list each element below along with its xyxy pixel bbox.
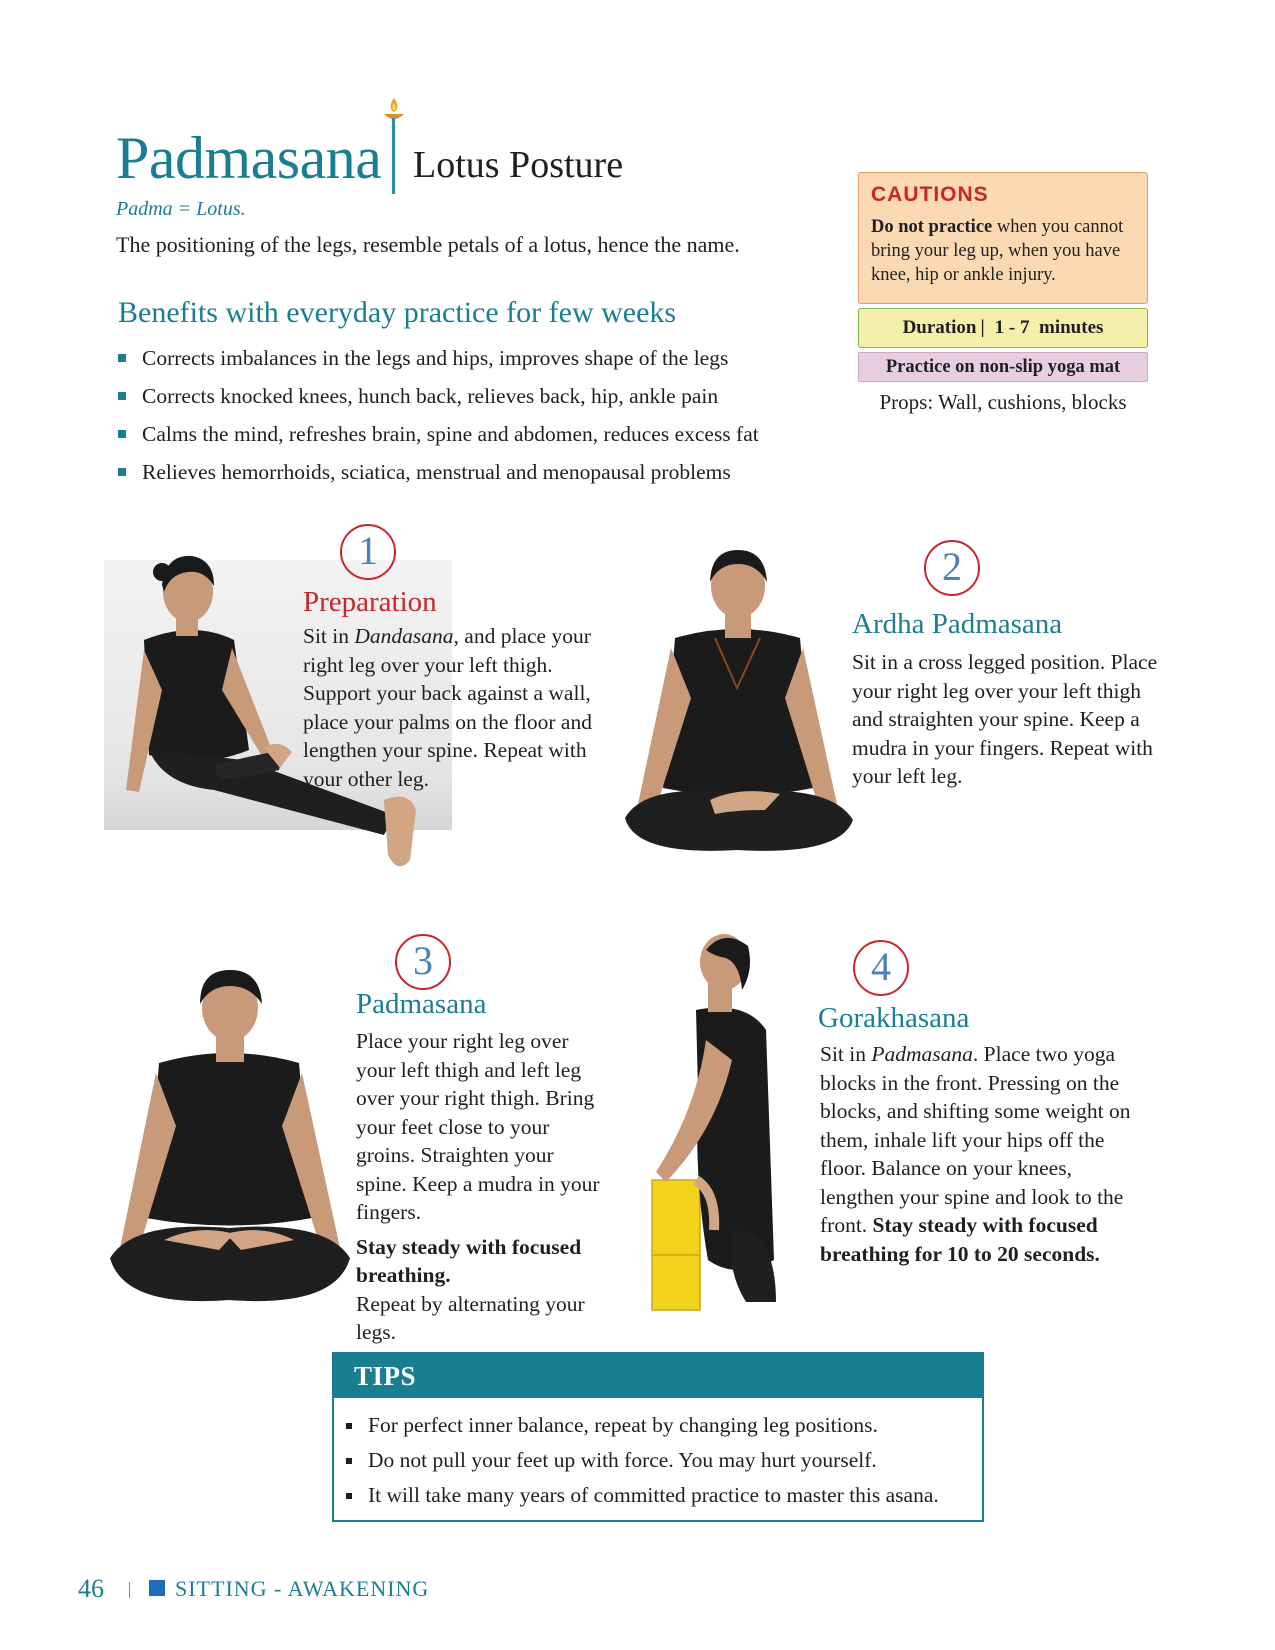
- figure-ardha-padmasana: [615, 538, 860, 878]
- step-number-3: 3: [395, 934, 451, 990]
- tips-list: [334, 1398, 982, 1513]
- step-number-2: 2: [924, 540, 980, 596]
- list-item: Corrects knocked knees, hunch back, relieves back, hip, ankle pain: [118, 384, 818, 408]
- step-text-padmasana: Place your right leg over your left thigh and left leg over your right thigh. Bring your feet close to your groins. Straighten your spine. Keep a mudra in your fingers. Stay steady with focused breathing. Repeat by alternating your legs.: [356, 1029, 600, 1344]
- intro-text: The positioning of the legs, resemble petals of a lotus, hence the name.: [116, 232, 740, 257]
- square-bullet-icon: [346, 1423, 352, 1429]
- step-title-gorakhasana: Gorakhasana: [818, 1002, 970, 1034]
- step-title-ardha-padmasana: Ardha Padmasana: [852, 608, 1063, 640]
- duration-value: 1 - 7 minutes: [994, 317, 1104, 338]
- sanskrit-meaning: Padma = Lotus.: [116, 198, 246, 220]
- list-item: It will take many years of committed practice to master this asana.: [346, 1478, 982, 1513]
- footer-divider: [129, 1582, 130, 1598]
- duration-box: Duration | 1 - 7 minutes: [858, 308, 1148, 348]
- step-text-preparation: Sit in Dandasana, and place your right leg over your left thigh. Support your back against a wall, place your palms on the floor and lengthen your spine. Repeat with your other leg.: [303, 624, 592, 791]
- benefits-list: [118, 346, 818, 498]
- cautions-text: Do not practice when you cannot bring your leg up, when you have knee, hip or ankle injury.: [871, 217, 1124, 285]
- step-title-preparation: Preparation: [303, 586, 437, 618]
- duration-label: Duration: [902, 317, 977, 338]
- square-bullet-icon: [118, 468, 126, 476]
- square-bullet-icon: [346, 1493, 352, 1499]
- tips-heading: TIPS: [334, 1354, 982, 1398]
- list-item: Calms the mind, refreshes brain, spine and abdomen, reduces excess fat: [118, 422, 818, 446]
- cautions-heading: CAUTIONS: [871, 183, 989, 206]
- list-item: For perfect inner balance, repeat by changing leg positions.: [346, 1408, 982, 1443]
- list-item: Relieves hemorrhoids, sciatica, menstrual and menopausal problems: [118, 460, 818, 484]
- page-title: Padmasana: [116, 125, 382, 191]
- step-text-gorakhasana: Sit in Padmasana. Place two yoga blocks in the front. Pressing on the blocks, and shifting some weight on them, inhale lift your hips off the floor. Balance on your knees, lengthen your spine and look to the front. Stay steady with focused breathing for 10 to 20 seconds.: [820, 1042, 1131, 1266]
- props-note: Props: Wall, cushions, blocks: [879, 390, 1127, 414]
- tips-box: [332, 1352, 984, 1522]
- square-bullet-icon: [118, 430, 126, 438]
- square-bullet-icon: [118, 354, 126, 362]
- list-item: Do not pull your feet up with force. You may hurt yourself.: [346, 1443, 982, 1478]
- figure-padmasana: [104, 958, 354, 1318]
- step-text-ardha-padmasana: Sit in a cross legged position. Place your right leg over your left thigh and straighten your spine. Keep a mudra in your fingers. Repeat with your left leg.: [852, 650, 1158, 788]
- cautions-box: [858, 172, 1148, 304]
- mat-note: Practice on non-slip yoga mat: [858, 352, 1148, 382]
- list-item: Corrects imbalances in the legs and hips, improves shape of the legs: [118, 346, 818, 370]
- square-bullet-icon: [118, 392, 126, 400]
- page-number: 46: [78, 1574, 104, 1603]
- benefits-heading: Benefits with everyday practice for few weeks: [118, 296, 677, 329]
- square-bullet-icon: [346, 1458, 352, 1464]
- section-square-icon: [149, 1580, 165, 1596]
- title-divider: [392, 118, 395, 194]
- section-name: SITTING - AWAKENING: [175, 1576, 430, 1601]
- step-title-padmasana: Padmasana: [356, 988, 487, 1020]
- step-number-4: 4: [853, 940, 909, 996]
- figure-gorakhasana: [636, 930, 801, 1330]
- step-number-1: 1: [340, 524, 396, 580]
- page-subtitle: Lotus Posture: [413, 144, 624, 186]
